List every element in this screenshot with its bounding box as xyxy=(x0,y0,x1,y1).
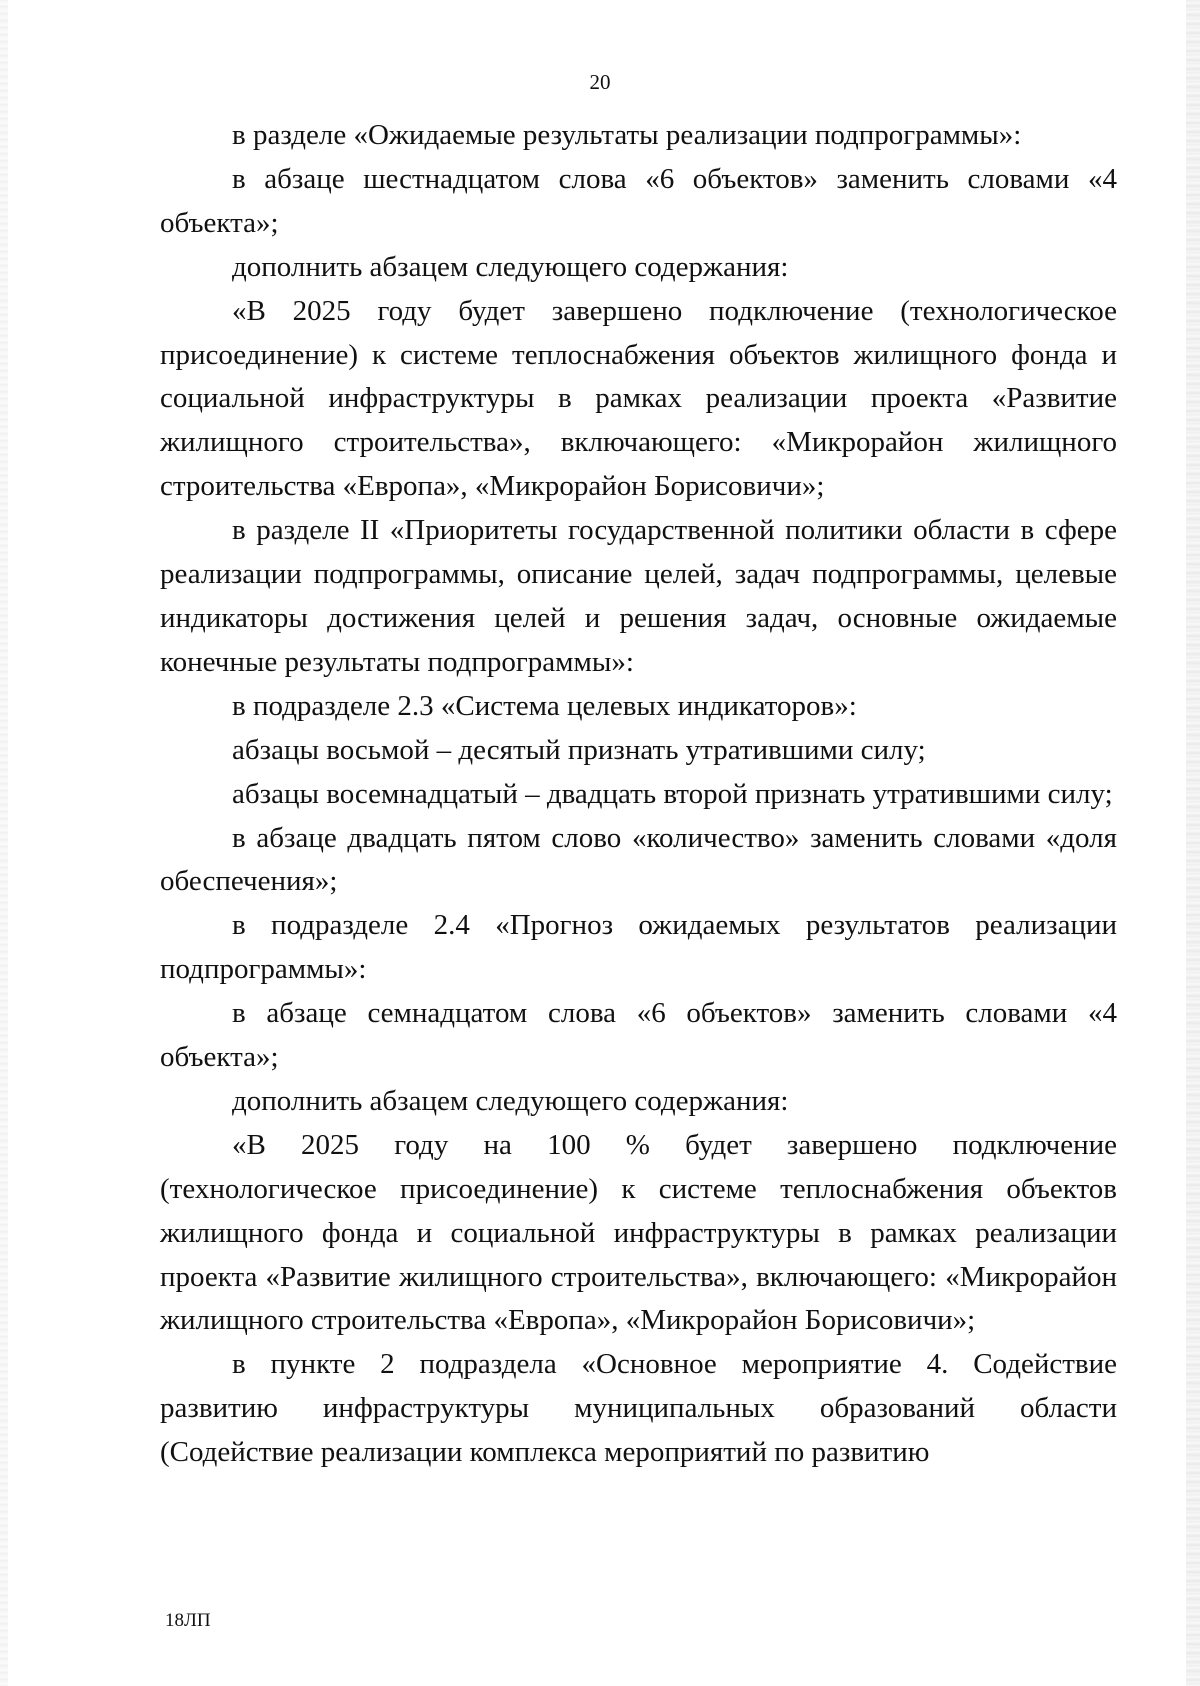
paragraph: в абзаце шестнадцатом слова «6 объектов» заменить словами «4 объекта»; xyxy=(160,162,1117,239)
paragraph: абзацы восемнадцатый – двадцать второй признать утратившими силу; xyxy=(232,777,1113,810)
paragraph: абзацы восьмой – десятый признать утратившими силу; xyxy=(232,733,926,766)
paragraph: в подразделе 2.3 «Система целевых индикаторов»: xyxy=(232,689,857,722)
paragraph: в пункте 2 подраздела «Основное мероприятие 4. Содействие развитию инфраструктуры муниципальных образований области (Содействие реализации комплекса мероприятий по развитию xyxy=(160,1348,1117,1469)
paragraph: в разделе II «Приоритеты государственной политики области в сфере реализации подпрограммы, описание целей, задач подпрограммы, целевые индикаторы достижения целей и решения задач, основные ожидаемые конечные результаты подпрограммы»: xyxy=(160,514,1117,678)
paragraph: в подразделе 2.4 «Прогноз ожидаемых результатов реализации подпрограммы»: xyxy=(160,909,1117,986)
paragraph: дополнить абзацем следующего содержания: xyxy=(232,1084,789,1117)
paragraph: в абзаце двадцать пятом слово «количество» заменить словами «доля обеспечения»; xyxy=(160,821,1117,898)
paragraph: дополнить абзацем следующего содержания: xyxy=(232,250,789,283)
paragraph: в абзаце семнадцатом слова «6 объектов» заменить словами «4 объекта»; xyxy=(160,997,1117,1074)
document-body xyxy=(160,114,1117,1475)
paragraph: в разделе «Ожидаемые результаты реализации подпрограммы»: xyxy=(232,119,1022,151)
scan-edge-left xyxy=(0,0,8,1686)
paragraph: «В 2025 году будет завершено подключение (технологическое присоединение) к системе теплоснабжения объектов жилищного фонда и социальной инфраструктуры в рамках реализации проекта «Развитие жилищного строительства», включающего: «Микрорайон жилищного строительства «Европа», «Микрорайон Борисовичи»; xyxy=(160,294,1117,503)
scan-edge-right xyxy=(1186,0,1200,1686)
paragraph: «В 2025 году на 100 % будет завершено подключение (технологическое присоединение) к системе теплоснабжения объектов жилищного фонда и социальной инфраструктуры в рамках реализации проекта «Развитие жилищного строительства», включающего: «Микрорайон жилищного строительства «Европа», «Микрорайон Борисовичи»; xyxy=(160,1128,1117,1337)
footer-code: 18ЛП xyxy=(165,1610,211,1631)
page-number: 20 xyxy=(589,70,611,94)
